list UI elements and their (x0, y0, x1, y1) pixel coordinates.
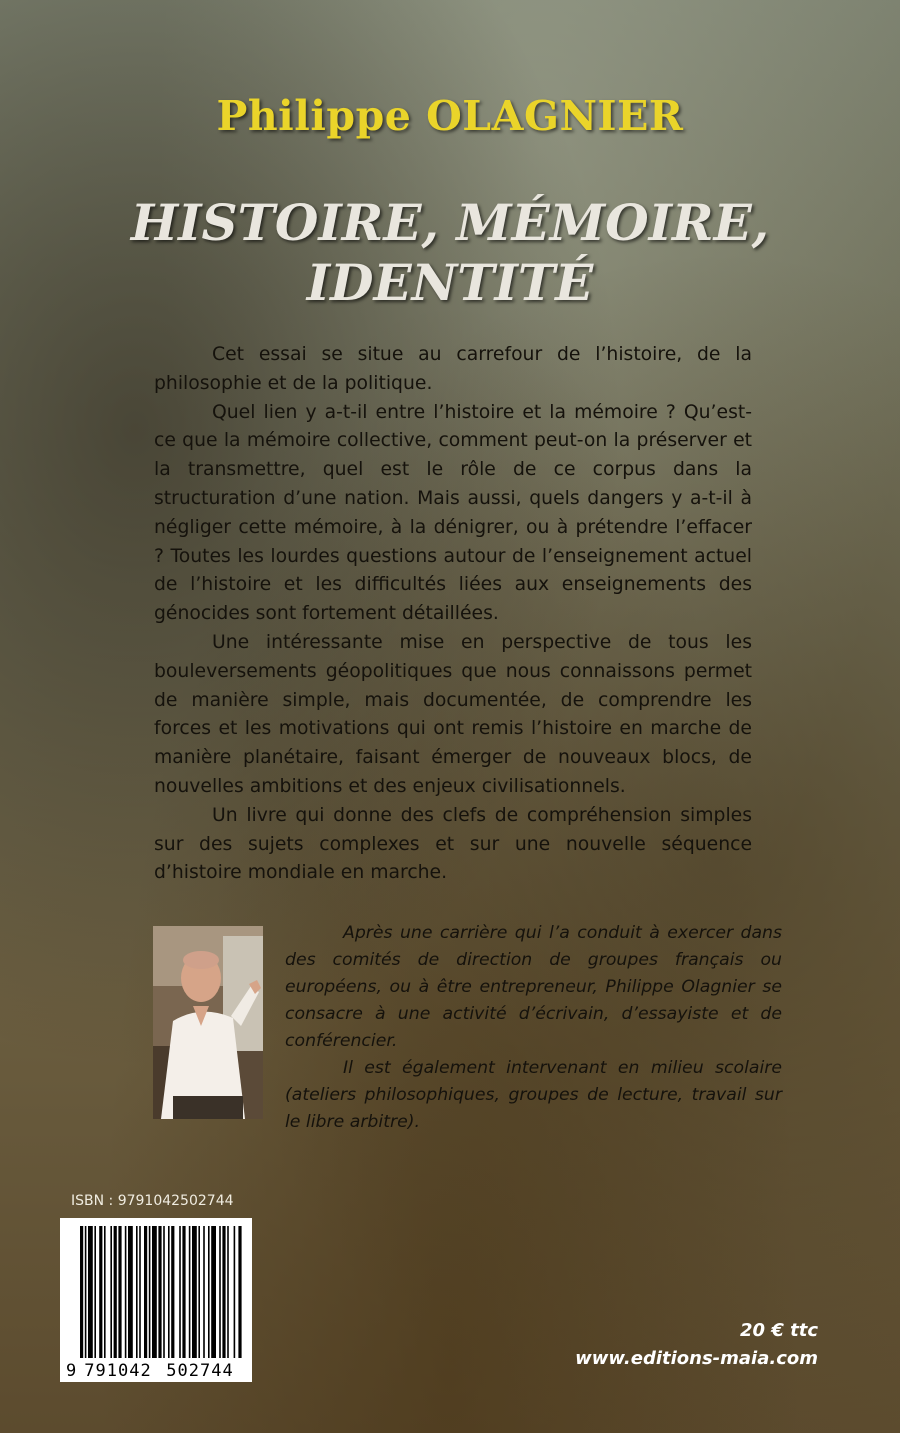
author-biography (285, 920, 782, 1136)
barcode-bar (171, 1226, 174, 1358)
barcode-bar (211, 1226, 216, 1358)
isbn-barcode (60, 1218, 252, 1382)
barcode-bar (114, 1226, 117, 1358)
bio-paragraph: Il est également intervenant en milieu scolaire (ateliers philosophiques, groupes de lecture, travail sur le libre arbitre). (285, 1058, 782, 1132)
barcode-bar (238, 1226, 241, 1358)
book-title-line-1: HISTOIRE, MÉMOIRE, (130, 193, 770, 252)
barcode-bar (118, 1226, 121, 1358)
barcode-digits-group-1: 791042 (84, 1361, 152, 1381)
barcode-bar (168, 1226, 170, 1358)
author-name: Philippe OLAGNIER (216, 92, 684, 140)
barcode-digits-group-2: 502744 (166, 1361, 234, 1381)
barcode-bar (208, 1226, 210, 1358)
barcode-bar (136, 1226, 138, 1358)
barcode-bar (179, 1226, 181, 1358)
barcode-bar (227, 1226, 229, 1358)
blurb-paragraph: Cet essai se situe au carrefour de l’histoire, de la philosophie et de la politique. (154, 344, 752, 394)
barcode-bar (80, 1226, 83, 1358)
barcode-bar (222, 1226, 225, 1358)
blurb-paragraph: Une intéressante mise en perspective de tous les bouleversements géopolitiques que nous connaissons permet de manière simple, mais documentée, de comprendre les forces et les motivations qui ont remis l’histoire en marche de manière planétaire, faisant émerger de nouveaux blocs, de nouvelles ambitions et des enjeux civilisationnels. (154, 631, 752, 797)
barcode-bar (85, 1226, 87, 1358)
barcode-digit-first: 9 (66, 1361, 77, 1381)
barcode-bar (94, 1226, 96, 1358)
barcode-bar (125, 1226, 127, 1358)
barcode-bar (128, 1226, 133, 1358)
bio-paragraph: Après une carrière qui l’a conduit à exercer dans des comités de direction de groupes français ou européens, ou à être entrepreneur, Philippe Olagnier se consacre à une activité d’écrivain, d’essayiste et de conférencier. (285, 923, 782, 1051)
barcode-bar (219, 1226, 221, 1358)
barcode-bar (110, 1226, 112, 1358)
barcode-bar (99, 1226, 102, 1358)
barcode-bar (182, 1226, 185, 1358)
barcode-bar (234, 1226, 236, 1358)
publisher-website: www.editions-maia.com (575, 1348, 818, 1369)
barcode-bar (192, 1226, 197, 1358)
barcode-bar (163, 1226, 165, 1358)
barcode-bar (139, 1226, 141, 1358)
blurb-paragraph: Quel lien y a-t-il entre l’histoire et la mémoire ? Qu’est-ce que la mémoire collective, comment peut-on la préserver et la transmettre, quel est le rôle de ce corpus dans la structuration d’une nation. Mais aussi, quels dangers y a-t-il à négliger cette mémoire, à la dénigrer, ou à prétendre l’effacer ? Toutes les lourdes questions autour de l’enseignement actuel de l’histoire et les difficultés liées aux enseignements des génocides sont fortement détaillées. (154, 401, 752, 625)
blurb-paragraph: Un livre qui donne des clefs de compréhension simples sur des sujets complexes et sur une nouvelle séquence d’histoire mondiale en marche. (154, 804, 752, 884)
back-cover-blurb (154, 341, 752, 888)
barcode-bar (144, 1226, 147, 1358)
barcode-bar (203, 1226, 205, 1358)
author-portrait-image (153, 926, 263, 1119)
barcode-bar (158, 1226, 161, 1358)
barcode-bar (104, 1226, 106, 1358)
book-title-line-2: IDENTITÉ (306, 253, 594, 312)
barcode-bar (152, 1226, 157, 1358)
barcode-bar (189, 1226, 191, 1358)
price-label: 20 € ttc (740, 1320, 818, 1341)
barcode-bar (198, 1226, 200, 1358)
isbn-label: ISBN : 9791042502744 (71, 1193, 234, 1209)
barcode-bar (149, 1226, 151, 1358)
barcode-bar (88, 1226, 93, 1358)
author-photo (153, 926, 263, 1119)
barcode-graphic (60, 1218, 252, 1382)
